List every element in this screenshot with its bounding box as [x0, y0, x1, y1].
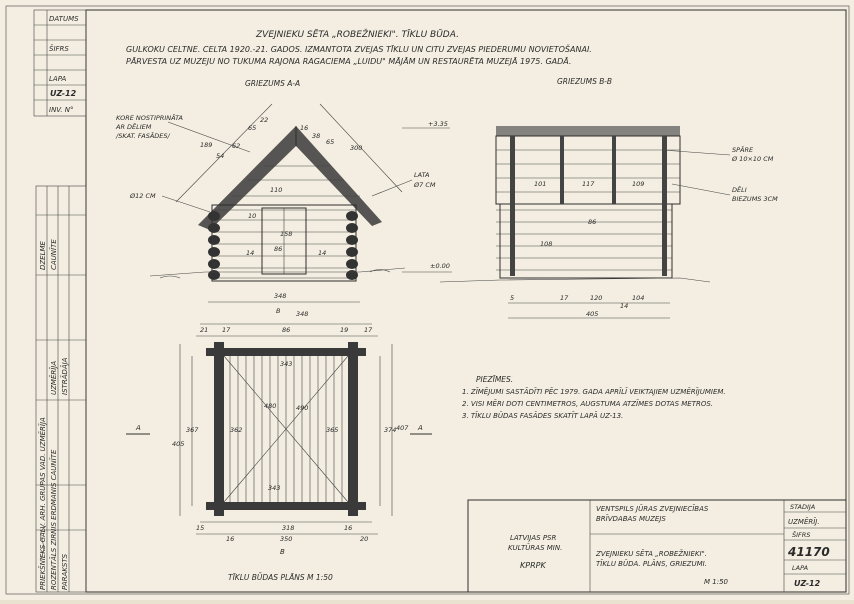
tb-sifrs-value: 41170	[788, 545, 830, 559]
dim-plan-367: 367	[186, 426, 199, 434]
dim-plan-16b: 16	[226, 535, 235, 543]
tb-museum-1: VENTSPILS JŪRAS ZVEJNIECĪBAS	[596, 505, 709, 513]
section-b-label: GRIEZUMS B-B	[557, 77, 613, 86]
stamp-uzmerija: UZMĒRĪJA	[50, 360, 58, 395]
tb-ministry-1: LATVIJAS PSR	[510, 534, 557, 542]
dim-a-189: 189	[200, 141, 213, 149]
tb-title-2: TĪKLU BŪDA. PLĀNS, GRIEZUMI.	[596, 560, 707, 568]
stamp-sifrs: ŠIFRS	[49, 45, 69, 53]
dim-plan-405: 405	[172, 440, 185, 448]
dim-b-101: 101	[534, 180, 547, 188]
stamp-lapa: LAPA	[49, 75, 67, 83]
dim-plan-362: 362	[230, 426, 243, 434]
notes-block	[462, 375, 726, 420]
dim-a-14: 14	[246, 249, 255, 257]
section-marker-b-top: B	[276, 307, 281, 315]
description-line-1: GULKOKU CELTNE. CELTA 1920.-21. GADOS. IZMANTOTA ZVEJAS TĪKLU UN CITU ZVEJAS PIEDERUMU NOVIETOŠANAI.	[126, 45, 592, 54]
note-line-1: 1. ZĪMĒJUMI SASTĀDĪTI PĒC 1979. GADA APRĪLĪ VEIKTAJIEM UZMĒRĪJUMIEM.	[462, 388, 726, 396]
dim-a-86: 86	[274, 245, 283, 253]
dim-plan-348: 348	[296, 310, 309, 318]
note-spare: SPĀRE	[732, 146, 754, 154]
dim-plan-86: 86	[282, 326, 291, 334]
note-line-2: 2. VISI MĒRI DOTI CENTIMETROS, AUGSTUMA ATZĪMES DOTAS METROS.	[462, 400, 714, 408]
dim-plan-350: 350	[280, 535, 293, 543]
note-deli: DĒLI	[732, 186, 747, 194]
dim-plan-318: 318	[282, 524, 295, 532]
tb-title-1: ZVEJNIEKU SĒTA „ROBEŽNIEKI".	[596, 550, 707, 558]
stamp-inv: INV. N°	[49, 106, 74, 114]
notes-heading: PIEZĪMES.	[476, 375, 514, 384]
dim-b-17: 17	[560, 294, 569, 302]
dim-a-38: 38	[312, 132, 321, 140]
section-marker-a-left: A	[136, 424, 141, 432]
dim-a-16: 16	[300, 124, 309, 132]
dim-a-110: 110	[270, 186, 283, 194]
tb-org: KPRPK	[520, 561, 546, 570]
tb-lapa-label: LAPA	[792, 564, 809, 572]
section-marker-a-right: A	[418, 424, 423, 432]
dim-b-14: 14	[620, 302, 629, 310]
dim-plan-16: 16	[344, 524, 353, 532]
title-block	[468, 500, 846, 592]
left-vertical-stamp	[36, 186, 86, 592]
drawing-border	[86, 10, 846, 592]
stamp-lapa-value: UZ-12	[50, 89, 77, 98]
description-line-2: PĀRVESTA UZ MUZEJU NO TUKUMA RAJONA RAGACIEMA „LUIDU" MĀJĀM UN RESTAURĒTA MUZEJĀ 1975. GADĀ.	[126, 57, 572, 66]
section-marker-b-bottom: B	[280, 548, 285, 556]
section-b-drawing	[440, 126, 778, 318]
tb-stadija-label: STADIJA	[790, 503, 816, 511]
plan-caption: TĪKLU BŪDAS PLĀNS M 1:50	[228, 573, 333, 582]
dim-b-108: 108	[540, 240, 553, 248]
dim-b-117: 117	[582, 180, 595, 188]
note-kore-2: AR DĒLIEM	[116, 123, 152, 131]
dim-b-5: 5	[510, 294, 515, 302]
stamp-dzelme: DZELME	[39, 241, 47, 270]
dim-b-86: 86	[588, 218, 597, 226]
stamp-signatures: PARAKSTS	[61, 553, 69, 590]
dim-a-10: 10	[248, 212, 257, 220]
dim-plan-480: 480	[264, 402, 277, 410]
level-335: +3.35	[428, 120, 448, 128]
outer-frame	[6, 6, 849, 594]
dim-a-62: 62	[232, 142, 241, 150]
dim-plan-374: 374	[384, 426, 397, 434]
section-a-drawing	[115, 104, 452, 315]
stamp-datums: DATUMS	[49, 15, 79, 23]
dim-a-158: 158	[280, 230, 293, 238]
dim-a-300: 300	[350, 144, 363, 152]
dim-plan-407: 407	[396, 424, 409, 432]
top-left-stamp	[34, 10, 86, 116]
stamp-names: ROZENTĀLS ZIRNIS ERDMANIS CAUNĪTE	[50, 449, 58, 590]
stamp-caunite: CAUNĪTE	[50, 239, 58, 270]
note-lata-size: Ø7 CM	[414, 181, 436, 189]
tb-stadija-value: UZMĒRĪJ.	[788, 518, 820, 526]
dim-plan-15: 15	[196, 524, 205, 532]
stamp-roles: PRIEKŠNIEKS GALV. ARH. GRUPAS VAD. UZMĒRĪJA	[39, 417, 47, 590]
dim-plan-17: 17	[222, 326, 231, 334]
dim-plan-21: 21	[200, 326, 209, 334]
tb-lapa-value: UZ-12	[794, 579, 821, 588]
note-deli-size: BIEZUMS 3CM	[732, 195, 778, 203]
dim-a-22: 22	[260, 116, 269, 124]
tb-scale: M 1:50	[704, 578, 728, 586]
dim-a-54: 54	[216, 152, 225, 160]
dim-a-65: 65	[248, 124, 257, 132]
tb-museum-2: BRĪVDABAS MUZEJS	[596, 515, 666, 523]
level-000: ±0.00	[430, 262, 450, 270]
stamp-istradaja: ISTRĀDĀJA	[61, 357, 69, 395]
note-kore-1: KORE NOSTIPRINĀTA	[116, 114, 183, 122]
dim-plan-20: 20	[360, 535, 369, 543]
dim-b-109: 109	[632, 180, 645, 188]
note-line-3: 3. TĪKLU BŪDAS FASĀDES SKATĪT LAPĀ UZ-13.	[462, 412, 624, 420]
drawing-title: ZVEJNIEKU SĒTA „ROBEŽNIEKI". TĪKLU BŪDA.	[256, 30, 459, 40]
note-spare-size: Ø 10×10 CM	[732, 155, 774, 163]
dim-plan-490: 490	[296, 404, 309, 412]
dim-a-348: 348	[274, 292, 287, 300]
dim-plan-365: 365	[326, 426, 339, 434]
dim-a-65b: 65	[326, 138, 335, 146]
dim-a-14b: 14	[318, 249, 327, 257]
section-a-label: GRIEZUMS A-A	[245, 79, 301, 88]
dim-plan-19: 19	[340, 326, 349, 334]
dim-plan-343b: 343	[268, 484, 281, 492]
note-diameter-12: Ø12 CM	[130, 192, 156, 200]
note-kore-3: /SKAT. FASĀDES/	[116, 132, 170, 140]
tb-sifrs-label: ŠIFRS	[792, 531, 811, 539]
tb-ministry-2: KULTŪRAS MIN.	[508, 544, 563, 552]
dim-b-104: 104	[632, 294, 645, 302]
dim-plan-343: 343	[280, 360, 293, 368]
dim-plan-17b: 17	[364, 326, 373, 334]
dim-b-120: 120	[590, 294, 603, 302]
note-lata: LATA	[414, 171, 430, 179]
dim-b-405: 405	[586, 310, 599, 318]
floor-plan-drawing	[126, 310, 432, 582]
